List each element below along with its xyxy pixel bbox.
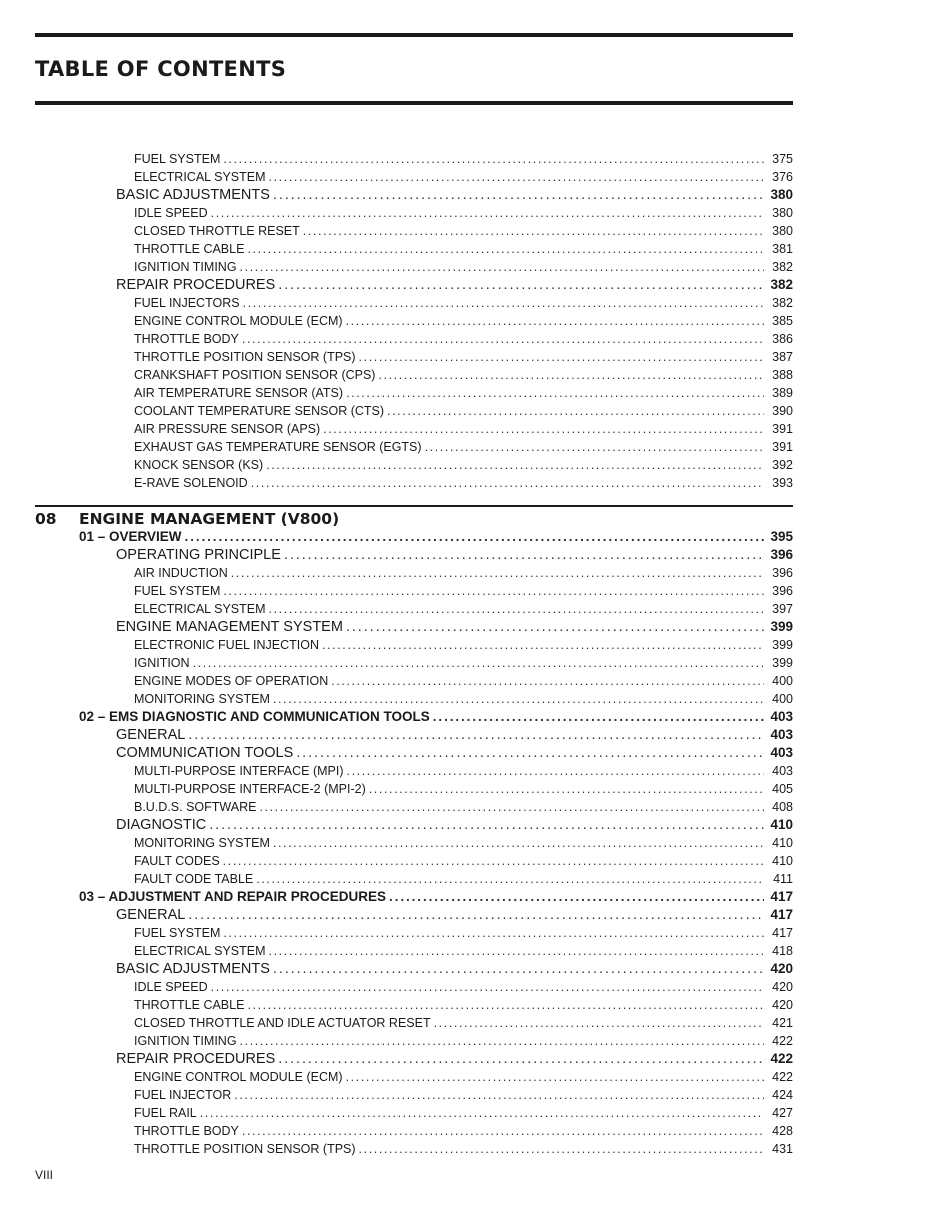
chapter-rule — [35, 505, 793, 507]
toc-entry[interactable] — [0, 348, 935, 366]
dot-leader — [247, 996, 764, 1014]
toc-entry-title: AIR PRESSURE SENSOR (APS) — [134, 422, 321, 436]
toc-entry[interactable] — [0, 942, 935, 960]
toc-entry-page: 395 — [770, 529, 793, 544]
toc-entry-title: FUEL SYSTEM — [134, 152, 221, 166]
title-rule — [35, 101, 793, 105]
toc-entry-title: CLOSED THROTTLE RESET — [134, 224, 300, 238]
toc-entry[interactable] — [0, 456, 935, 474]
toc-entry[interactable] — [0, 1068, 935, 1086]
toc-entry-title: AIR INDUCTION — [134, 566, 228, 580]
toc-continued-list — [0, 150, 935, 492]
dot-leader — [242, 330, 764, 348]
toc-entry-page: 418 — [772, 944, 793, 958]
toc-entry-title: ELECTRICAL SYSTEM — [134, 602, 266, 616]
toc-entry[interactable] — [0, 960, 935, 978]
toc-entry-title: BASIC ADJUSTMENTS — [116, 187, 270, 203]
toc-entry-title: THROTTLE BODY — [134, 1124, 239, 1138]
toc-entry-page: 421 — [772, 1016, 793, 1030]
toc-entry-page: 380 — [772, 206, 793, 220]
toc-entry-title: AIR TEMPERATURE SENSOR (ATS) — [134, 386, 344, 400]
chapter-title: ENGINE MANAGEMENT (V800) — [79, 510, 340, 528]
toc-entry[interactable] — [0, 186, 935, 204]
toc-entry[interactable] — [0, 1104, 935, 1122]
toc-entry-page: 427 — [772, 1106, 793, 1120]
toc-entry-page: 417 — [772, 926, 793, 940]
toc-entry-page: 400 — [772, 692, 793, 706]
toc-entry-title: ENGINE MODES OF OPERATION — [134, 674, 329, 688]
toc-entry-title: REPAIR PROCEDURES — [116, 277, 276, 293]
toc-entry[interactable] — [0, 816, 935, 834]
top-rule — [35, 33, 793, 37]
toc-entry[interactable] — [0, 888, 935, 906]
dot-leader — [211, 978, 764, 996]
dot-leader — [240, 1032, 764, 1050]
toc-entry-page: 410 — [772, 836, 793, 850]
dot-leader — [234, 1086, 764, 1104]
dot-leader — [269, 168, 764, 186]
toc-entry-title: ENGINE CONTROL MODULE (ECM) — [134, 314, 343, 328]
page-title: TABLE OF CONTENTS — [35, 57, 287, 81]
toc-entry-title: DIAGNOSTIC — [116, 817, 207, 833]
toc-entry[interactable] — [0, 654, 935, 672]
toc-entry-page: 392 — [772, 458, 793, 472]
toc-entry-title: CLOSED THROTTLE AND IDLE ACTUATOR RESET — [134, 1016, 431, 1030]
dot-leader — [223, 582, 764, 600]
toc-entry[interactable] — [0, 276, 935, 294]
toc-entry[interactable] — [0, 672, 935, 690]
dot-leader — [389, 888, 764, 906]
toc-entry[interactable] — [0, 636, 935, 654]
toc-entry-page: 387 — [772, 350, 793, 364]
toc-entry-page: 399 — [772, 638, 793, 652]
toc-entry-title: IDLE SPEED — [134, 980, 208, 994]
toc-entry-title: FUEL INJECTORS — [134, 296, 240, 310]
toc-entry[interactable] — [0, 1086, 935, 1104]
toc-entry[interactable] — [0, 708, 935, 726]
toc-entry[interactable] — [0, 906, 935, 924]
dot-leader — [387, 402, 764, 420]
toc-entry-title: THROTTLE CABLE — [134, 242, 245, 256]
toc-entry[interactable] — [0, 1122, 935, 1140]
dot-leader — [185, 528, 764, 546]
toc-entry-page: 410 — [772, 854, 793, 868]
toc-entry-page: 391 — [772, 440, 793, 454]
toc-entry-title: BASIC ADJUSTMENTS — [116, 961, 270, 977]
dot-leader — [378, 366, 764, 384]
toc-entry-title: REPAIR PROCEDURES — [116, 1051, 276, 1067]
toc-entry-title: 01 – OVERVIEW — [79, 529, 182, 544]
toc-entry[interactable] — [0, 474, 935, 492]
toc-entry-title: ENGINE CONTROL MODULE (ECM) — [134, 1070, 343, 1084]
toc-entry[interactable] — [0, 222, 935, 240]
dot-leader — [240, 258, 764, 276]
toc-entry-title: 02 – EMS DIAGNOSTIC AND COMMUNICATION TOOLS — [79, 709, 430, 724]
toc-entry-title: FUEL INJECTOR — [134, 1088, 232, 1102]
toc-entry-page: 388 — [772, 368, 793, 382]
toc-entry[interactable] — [0, 294, 935, 312]
toc-entry-page: 410 — [770, 817, 793, 832]
toc-entry[interactable] — [0, 618, 935, 636]
toc-entry[interactable] — [0, 780, 935, 798]
toc-entry[interactable] — [0, 1014, 935, 1032]
toc-entry[interactable] — [0, 312, 935, 330]
toc-entry[interactable] — [0, 978, 935, 996]
toc-entry[interactable] — [0, 384, 935, 402]
toc-entry-title: COOLANT TEMPERATURE SENSOR (CTS) — [134, 404, 385, 418]
toc-entry-title: FUEL RAIL — [134, 1106, 197, 1120]
toc-entry-title: MONITORING SYSTEM — [134, 692, 270, 706]
toc-entry-title: GENERAL — [116, 907, 186, 923]
dot-leader — [347, 762, 764, 780]
toc-entry-title: IGNITION — [134, 656, 190, 670]
dot-leader — [247, 240, 764, 258]
toc-entry-page: 399 — [770, 619, 793, 634]
toc-entry-title: ELECTRICAL SYSTEM — [134, 170, 266, 184]
toc-entry[interactable] — [0, 438, 935, 456]
dot-leader — [223, 150, 764, 168]
toc-entry-title: ENGINE MANAGEMENT SYSTEM — [116, 619, 343, 635]
page-number: VIII — [35, 1168, 54, 1182]
toc-entry-page: 420 — [772, 980, 793, 994]
dot-leader — [303, 222, 764, 240]
toc-entry[interactable] — [0, 150, 935, 168]
toc-entry[interactable] — [0, 546, 935, 564]
toc-entry-title: ELECTRONIC FUEL INJECTION — [134, 638, 319, 652]
dot-leader — [188, 726, 764, 744]
dot-leader — [223, 852, 764, 870]
toc-entry[interactable] — [0, 258, 935, 276]
toc-entry-page: 400 — [772, 674, 793, 688]
toc-entry-title: FAULT CODE TABLE — [134, 872, 254, 886]
toc-entry[interactable] — [0, 240, 935, 258]
toc-entry-title: MULTI-PURPOSE INTERFACE-2 (MPI-2) — [134, 782, 366, 796]
toc-entry-title: 03 – ADJUSTMENT AND REPAIR PROCEDURES — [79, 889, 387, 904]
toc-entry-page: 403 — [770, 727, 793, 742]
toc-entry[interactable] — [0, 168, 935, 186]
toc-entry-page: 389 — [772, 386, 793, 400]
chapter-number: 08 — [35, 510, 57, 528]
dot-leader — [359, 348, 764, 366]
toc-entry-page: 390 — [772, 404, 793, 418]
toc-entry-page: 420 — [772, 998, 793, 1012]
toc-entry-page: 399 — [772, 656, 793, 670]
dot-leader — [322, 636, 764, 654]
toc-entry-title: THROTTLE POSITION SENSOR (TPS) — [134, 350, 356, 364]
toc-entry-title: IDLE SPEED — [134, 206, 208, 220]
toc-entry-page: 382 — [772, 296, 793, 310]
toc-entry[interactable] — [0, 420, 935, 438]
toc-entry-page: 382 — [772, 260, 793, 274]
toc-entry-title: FUEL SYSTEM — [134, 926, 221, 940]
dot-leader — [231, 564, 764, 582]
toc-entry-title: EXHAUST GAS TEMPERATURE SENSOR (EGTS) — [134, 440, 422, 454]
toc-entry[interactable] — [0, 366, 935, 384]
dot-leader — [273, 690, 764, 708]
toc-entry-page: 422 — [772, 1034, 793, 1048]
toc-entry-page: 403 — [770, 745, 793, 760]
toc-entry[interactable] — [0, 996, 935, 1014]
dot-leader — [346, 1068, 764, 1086]
dot-leader — [278, 276, 764, 294]
toc-entry-page: 376 — [772, 170, 793, 184]
toc-entry-page: 385 — [772, 314, 793, 328]
toc-entry[interactable] — [0, 834, 935, 852]
toc-entry-page: 403 — [770, 709, 793, 724]
toc-entry-page: 417 — [770, 889, 793, 904]
toc-entry-page: 375 — [772, 152, 793, 166]
dot-leader — [278, 1050, 764, 1068]
toc-entry[interactable] — [0, 402, 935, 420]
toc-entry-page: 424 — [772, 1088, 793, 1102]
toc-entry-title: IGNITION TIMING — [134, 1034, 237, 1048]
toc-entry-page: 386 — [772, 332, 793, 346]
toc-entry-page: 393 — [772, 476, 793, 490]
toc-entry-page: 397 — [772, 602, 793, 616]
toc-entry[interactable] — [0, 924, 935, 942]
toc-entry-page: 396 — [770, 547, 793, 562]
toc-entry[interactable] — [0, 744, 935, 762]
dot-leader — [359, 1140, 764, 1158]
dot-leader — [200, 1104, 764, 1122]
dot-leader — [259, 798, 764, 816]
toc-entry-page: 422 — [770, 1051, 793, 1066]
toc-entry-page: 431 — [772, 1142, 793, 1156]
dot-leader — [269, 600, 764, 618]
dot-leader — [273, 960, 764, 978]
toc-entry[interactable] — [0, 528, 935, 546]
toc-entry-title: FUEL SYSTEM — [134, 584, 221, 598]
dot-leader — [242, 1122, 764, 1140]
toc-entry-title: MONITORING SYSTEM — [134, 836, 270, 850]
dot-leader — [188, 906, 764, 924]
dot-leader — [346, 618, 764, 636]
dot-leader — [223, 924, 764, 942]
chapter-heading — [35, 509, 339, 529]
toc-entry-title: THROTTLE POSITION SENSOR (TPS) — [134, 1142, 356, 1156]
dot-leader — [193, 654, 764, 672]
dot-leader — [284, 546, 764, 564]
toc-entry-page: 428 — [772, 1124, 793, 1138]
toc-entry-title: ELECTRICAL SYSTEM — [134, 944, 266, 958]
toc-entry[interactable] — [0, 1140, 935, 1158]
toc-entry-page: 391 — [772, 422, 793, 436]
dot-leader — [323, 420, 764, 438]
toc-entry-page: 396 — [772, 584, 793, 598]
toc-entry-page: 422 — [772, 1070, 793, 1084]
toc-entry[interactable] — [0, 564, 935, 582]
toc-entry-title: KNOCK SENSOR (KS) — [134, 458, 264, 472]
toc-entry-page: 382 — [770, 277, 793, 292]
toc-entry-page: 381 — [772, 242, 793, 256]
toc-entry-title: MULTI-PURPOSE INTERFACE (MPI) — [134, 764, 344, 778]
toc-entry-page: 380 — [770, 187, 793, 202]
toc-entry[interactable] — [0, 1050, 935, 1068]
toc-entry[interactable] — [0, 582, 935, 600]
toc-entry-title: B.U.D.S. SOFTWARE — [134, 800, 257, 814]
toc-entry-title: IGNITION TIMING — [134, 260, 237, 274]
toc-entry-title: OPERATING PRINCIPLE — [116, 547, 281, 563]
toc-entry[interactable] — [0, 870, 935, 888]
toc-entry[interactable] — [0, 204, 935, 222]
dot-leader — [273, 186, 764, 204]
toc-entry[interactable] — [0, 852, 935, 870]
toc-entry[interactable] — [0, 798, 935, 816]
toc-entry-title: FAULT CODES — [134, 854, 220, 868]
toc-entry-title: GENERAL — [116, 727, 186, 743]
toc-entry[interactable] — [0, 726, 935, 744]
toc-entry-page: 405 — [772, 782, 793, 796]
dot-leader — [346, 384, 764, 402]
toc-entry-page: 396 — [772, 566, 793, 580]
dot-leader — [433, 708, 764, 726]
toc-entry-page: 408 — [772, 800, 793, 814]
toc-entry-page: 417 — [770, 907, 793, 922]
toc-entry-title: CRANKSHAFT POSITION SENSOR (CPS) — [134, 368, 376, 382]
dot-leader — [211, 204, 764, 222]
toc-entry-title: E-RAVE SOLENOID — [134, 476, 248, 490]
toc-chapter-list — [0, 528, 935, 1158]
dot-leader — [243, 294, 764, 312]
toc-entry-page: 411 — [773, 872, 793, 886]
toc-entry-page: 420 — [770, 961, 793, 976]
toc-entry[interactable] — [0, 330, 935, 348]
toc-entry[interactable] — [0, 1032, 935, 1050]
dot-leader — [209, 816, 764, 834]
toc-entry-title: THROTTLE BODY — [134, 332, 239, 346]
toc-entry[interactable] — [0, 690, 935, 708]
toc-entry-title: THROTTLE CABLE — [134, 998, 245, 1012]
dot-leader — [251, 474, 764, 492]
toc-entry[interactable] — [0, 600, 935, 618]
dot-leader — [346, 312, 764, 330]
dot-leader — [269, 942, 764, 960]
dot-leader — [425, 438, 764, 456]
toc-entry-title: COMMUNICATION TOOLS — [116, 745, 294, 761]
dot-leader — [331, 672, 764, 690]
dot-leader — [256, 870, 764, 888]
dot-leader — [266, 456, 764, 474]
toc-entry-page: 403 — [772, 764, 793, 778]
dot-leader — [369, 780, 764, 798]
toc-entry[interactable] — [0, 762, 935, 780]
toc-entry-page: 380 — [772, 224, 793, 238]
dot-leader — [273, 834, 764, 852]
dot-leader — [296, 744, 764, 762]
dot-leader — [434, 1014, 764, 1032]
